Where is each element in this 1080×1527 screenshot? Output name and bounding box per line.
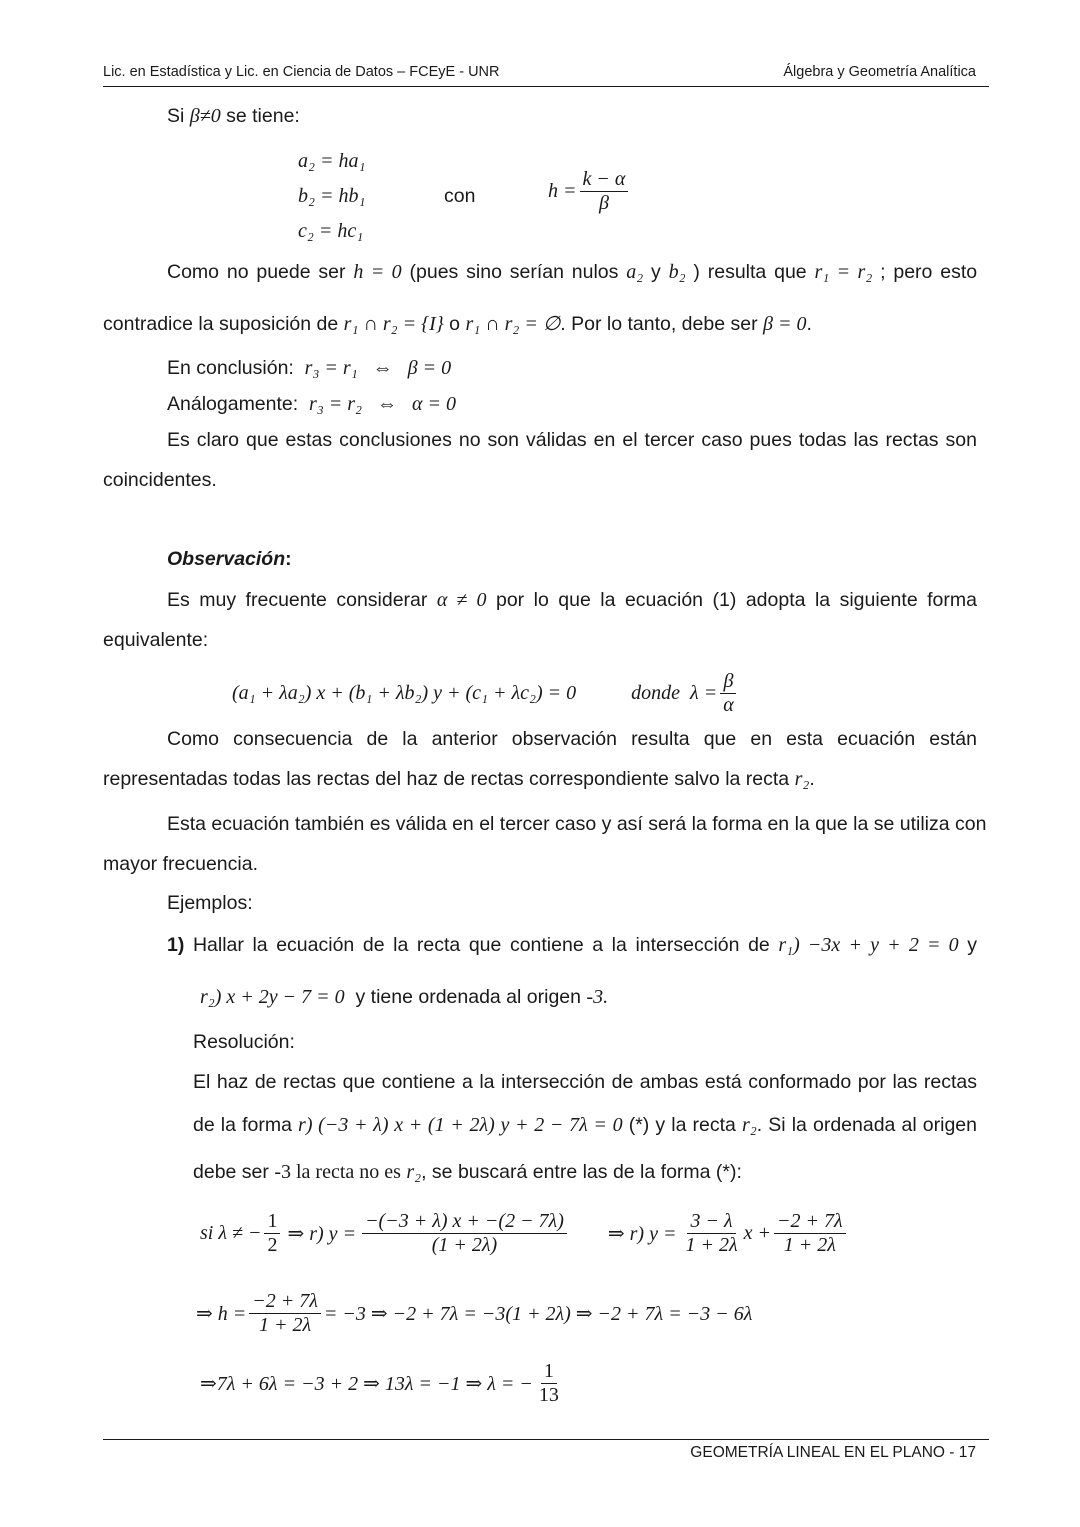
paragraph-4-line1: Es muy frecuente considerar α ≠ 0 por lo que la ecuación (1) adopta la siguiente forma <box>167 589 977 611</box>
header-rule <box>103 86 989 87</box>
h-definition: h = $\frac{k - \alpha}{\beta}$ <box>548 168 631 215</box>
paragraph-3-line1: Es claro que estas conclusiones no son válidas en el tercer caso pues todas las rectas son <box>167 429 977 451</box>
example-1-line1: 1) Hallar la ecuación de la recta que contiene a la intersección de r₁) −3x + y + 2 = 0 y <box>167 934 977 956</box>
footer-page-label: GEOMETRÍA LINEAL EN EL PLANO - 17 <box>690 1444 976 1461</box>
h-fraction: $\frac{k - \alpha}{\beta}$ <box>580 168 629 215</box>
con-label: con <box>444 185 476 207</box>
paragraph-6-line1: Esta ecuación también es válida en el tercer caso y así será la forma en la que la se utiliza con <box>167 813 987 835</box>
header-right: Álgebra y Geometría Analítica <box>783 64 976 80</box>
examples-heading: Ejemplos: <box>167 892 253 914</box>
pencil-equation: (a₁ + λa₂) x + (b₁ + λb₂) y + (c₁ + λc₂) = 0 donde λ = $\frac{\beta}{\alpha}$ <box>232 670 740 717</box>
eq-c2: c₂ = hc₁ <box>298 220 364 242</box>
header-left: Lic. en Estadística y Lic. en Ciencia de Datos – FCEyE - UNR <box>103 64 500 80</box>
example-1-line2: r₂) x + 2y − 7 = 0 y tiene ordenada al origen -3. <box>200 986 609 1008</box>
resolution-line2: de la forma r) (−3 + λ) x + (1 + 2λ) y + 2 − 7λ = 0 (*) y la recta r₂. Si la ordenada al origen <box>193 1114 977 1136</box>
observation-heading: Observación: <box>167 548 292 570</box>
paragraph-1-line1: Como no puede ser h = 0 (pues sino serían nulos a₂ y b₂ ) resulta que r₁ = r₂ ; pero esto <box>167 261 978 283</box>
formula-2: ⇒ h = $\frac{-2 + 7\lambda}{1 + 2\lambda}$ = −3 ⇒ −2 + 7λ = −3(1 + 2λ) ⇒ −2 + 7λ = −3 − 6λ <box>196 1290 753 1336</box>
paragraph-5-line1: Como consecuencia de la anterior observación resulta que en esta ecuación están <box>167 728 977 750</box>
paragraph-5-line2: representadas todas las rectas del haz de rectas correspondiente salvo la recta r₂. <box>103 768 815 790</box>
formula-3: ⇒7λ + 6λ = −3 + 2 ⇒ 13λ = −1 ⇒ λ = − $\frac{1}{13}$ <box>200 1360 559 1406</box>
conclusion-line: En conclusión: r₃ = r₁ ⇔ β = 0 <box>167 357 452 379</box>
footer-rule <box>103 1439 989 1440</box>
analogously-line: Análogamente: r₃ = r₂ ⇔ α = 0 <box>167 393 456 415</box>
resolution-heading: Resolución: <box>193 1031 295 1053</box>
si-beta-line: Si β≠0 se tiene: <box>167 105 300 127</box>
formula-1: si λ ≠ − $\frac{1}{2}$ ⇒ r) y = $\frac{-(-3 + \lambda) x + -(2 - 7\lambda)}{(1 + 2\lambda)}$ ⇒ r) y = $\frac{3 - \lambda}{1 + 2\lambda}$ x + $\frac{-2 + 7\lambda}{1 + 2\lambda}$ <box>200 1210 849 1257</box>
paragraph-1-line2: contradice la suposición de r₁ ∩ r₂ = {I} o r₁ ∩ r₂ = ∅. Por lo tanto, debe ser β = 0. <box>103 313 812 335</box>
paragraph-4-line2: equivalente: <box>103 629 209 651</box>
resolution-line3: debe ser -3 la recta no es r₂, se buscará entre las de la forma (*): <box>193 1161 742 1183</box>
eq-a2: a₂ = ha₁ <box>298 150 366 172</box>
eq-b2: b₂ = hb₁ <box>298 185 366 207</box>
paragraph-3-line2: coincidentes. <box>103 469 217 491</box>
lambda-fraction: $\frac{\beta}{\alpha}$ <box>720 670 737 717</box>
paragraph-6-line2: mayor frecuencia. <box>103 853 258 875</box>
resolution-line1: El haz de rectas que contiene a la intersección de ambas está conformado por las rectas <box>193 1071 977 1093</box>
